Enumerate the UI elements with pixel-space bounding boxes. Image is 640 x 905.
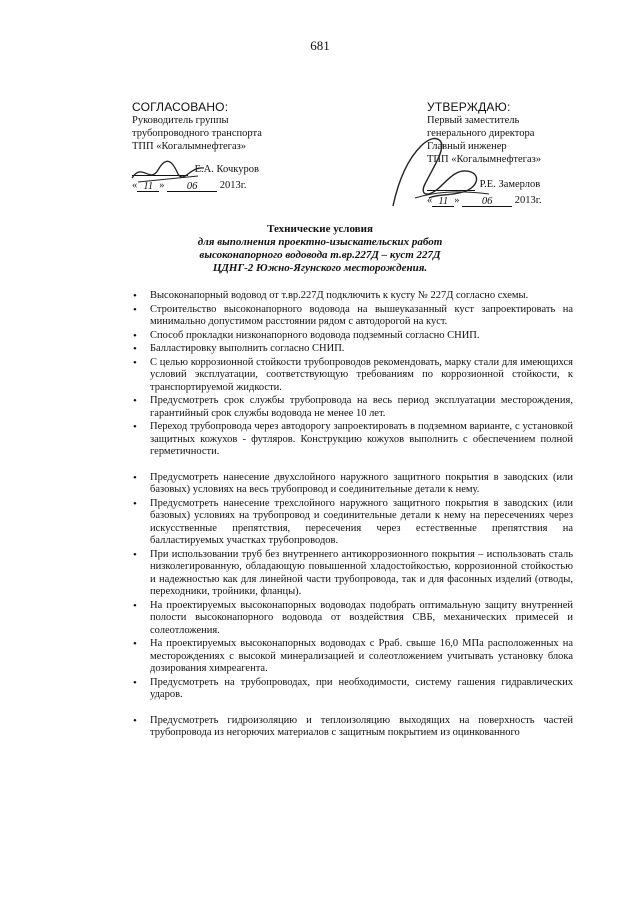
bullet-icon: •	[133, 356, 137, 369]
agreed-signer: Е.А. Кочкуров	[194, 164, 259, 175]
title-line: для выполнения проектно-изыскательских работ	[197, 236, 443, 248]
condition-item: • На проектируемых высоконапорных водоводах подобрать оптимальную защиту внутренней полости высоконапорного водовода от воздействия СВБ, механических примесей и солеотложения.	[133, 599, 573, 636]
condition-item: • Способ прокладки низконапорного водовода подземный согласно СНИП.	[133, 329, 480, 342]
condition-item: • Строительство высоконапорного водовода на вышеуказанный куст запроектировать на минимально допустимом расстоянии рядом с автодорогой на куст.	[133, 303, 573, 327]
agreed-line: ТПП «Когалымнефтегаз»	[132, 141, 247, 152]
agreed-line: Руководитель группы	[132, 115, 229, 126]
agreed-heading: СОГЛАСОВАНО:	[132, 100, 229, 114]
bullet-icon: •	[133, 395, 137, 407]
bullet-icon: •	[133, 638, 137, 650]
condition-item: • С целью коррозионной стойкости трубопроводов рекомендовать, марку стали для имеющихся условий эксплуатации, соответствующую требованиям по коррозионной стойкости, к транспортируемой жидкости.	[133, 356, 573, 393]
approved-line: генерального директора	[427, 128, 535, 139]
approved-signature-row	[427, 178, 607, 194]
document-title	[140, 223, 500, 275]
agreed-date-year: 2013г.	[219, 180, 247, 191]
bullet-icon: •	[133, 421, 137, 433]
bullet-icon: •	[133, 676, 137, 689]
approved-line: Главный инженер	[427, 141, 507, 152]
bullet-icon: •	[133, 303, 137, 316]
bullet-icon: •	[133, 471, 137, 484]
agreed-date-day: 11	[137, 180, 159, 192]
agreed-date-row: « 11 » 06 2013г.	[132, 180, 247, 192]
approved-line: ТПП «Когалымнефтегаз»	[427, 154, 542, 165]
approved-date-row: « 11 » 06 2013г.	[427, 195, 542, 207]
bullet-icon: •	[133, 290, 137, 302]
condition-item: • Предусмотреть гидроизоляцию и теплоизоляцию выходящих на поверхность частей трубопровода из негорючих материалов с защитным покрытием из оцинкованного	[133, 714, 573, 738]
page-number: 681	[310, 38, 330, 53]
approved-signer: Р.Е. Замерлов	[479, 179, 541, 190]
agreed-line: трубопроводного транспорта	[132, 128, 262, 139]
signature-line	[132, 164, 188, 176]
condition-item: • При использовании труб без внутреннего антикоррозионного покрытия – использовать сталь низколегированную, обладающую повышенной хладостойкостью, коррозионной стойкостью и надежностью как для линейной части трубопровода, так и для фасонных изделий (отводы, переходники, тройники, фланцы).	[133, 548, 573, 597]
agreed-signature-row	[132, 163, 332, 179]
bullet-icon: •	[133, 329, 137, 342]
bullet-icon: •	[133, 714, 137, 727]
condition-item: • Высоконапорный водовод от т.вр.227Д подключить к кусту № 227Д согласно схемы.	[133, 290, 529, 302]
title-line: ЦДНГ-2 Южно-Ягунского месторождения.	[212, 262, 428, 274]
agreed-date-month: 06	[167, 180, 217, 192]
condition-item: • Предусмотреть нанесение двухслойного наружного защитного покрытия в заводских (или базовых) условиях на весь трубопровод и соединительные детали к нему.	[133, 471, 573, 495]
agreed-block	[132, 101, 332, 192]
title-line: высоконапорного водовода т.вр.227Д – куст 227Д	[199, 249, 441, 261]
conditions-list	[133, 290, 573, 741]
approved-date-year: 2013г.	[514, 195, 542, 206]
approved-date-day: 11	[432, 195, 454, 207]
condition-item: • Предусмотреть на трубопроводах, при необходимости, систему гашения гидравлических ударов.	[133, 676, 573, 700]
approved-date-month: 06	[462, 195, 512, 207]
bullet-icon: •	[133, 599, 137, 612]
condition-item: • Балластировку выполнить согласно СНИП.	[133, 343, 345, 355]
condition-item: • Предусмотреть нанесение трехслойного наружного защитного покрытия в заводских (или базовых) условиях на трубопровод и соединительные детали к нему на пересечениях через искусственные препятствия, пересечения через естественные препятствия на балластируемых участках трубопроводов.	[133, 497, 573, 546]
condition-item: • Предусмотреть срок службы трубопровода на весь период эксплуатации месторождения, гарантийный срок службы водовода не менее 10 лет.	[133, 395, 573, 419]
bullet-icon: •	[133, 497, 137, 510]
approved-line: Первый заместитель	[427, 115, 520, 126]
title-line: Технические условия	[267, 223, 373, 235]
condition-item: • На проектируемых высоконапорных водоводах с Рраб. свыше 16,0 МПа расположенных на месторождениях с высокой минерализацией и солеотложением учитывать установку блока дозирования химреагента.	[133, 638, 573, 674]
bullet-icon: •	[133, 548, 137, 561]
approved-block	[427, 101, 607, 207]
approved-heading: УТВЕРЖДАЮ:	[427, 100, 511, 114]
bullet-icon: •	[133, 343, 137, 355]
signature-line	[427, 179, 475, 191]
condition-item: • Переход трубопровода через автодорогу запроектировать в подземном варианте, с установкой защитных кожухов - футляров. Конструкцию кожухов выполнить с обеспечением полной герметичности.	[133, 421, 573, 457]
